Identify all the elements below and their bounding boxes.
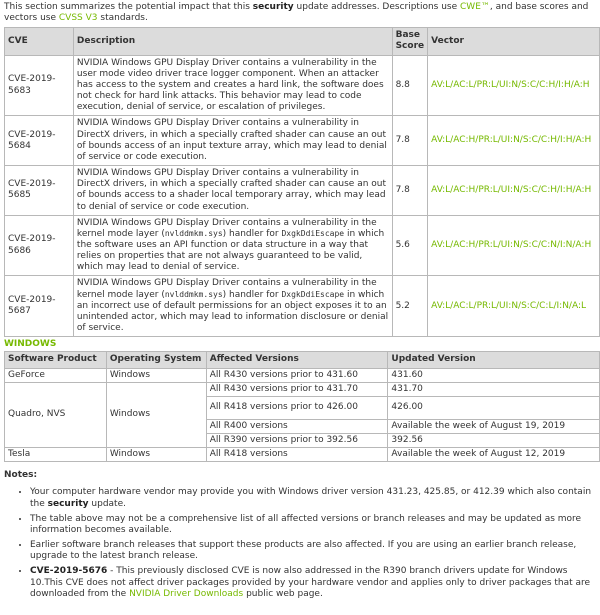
affected-version: All R400 versions: [206, 419, 388, 433]
notes-title: Notes:: [4, 470, 38, 481]
header-software-product: Software Product: [5, 352, 107, 368]
intro-text-3: , and base scores and vectors use: [4, 2, 589, 24]
cve-description: [73, 276, 392, 337]
affected-version: All R430 versions prior to 431.60: [206, 368, 388, 382]
list-item: • The table above may not be a comprehensive list of all affected versions or branch releases and may be updated as more information becomes available.: [30, 514, 596, 536]
list-item: [30, 487, 596, 509]
cve-id: CVE-2019-5687: [5, 276, 74, 337]
cve-score: 5.6: [392, 215, 428, 276]
product-name: GeForce: [5, 368, 107, 382]
affected-version: All R390 versions prior to 392.56: [206, 434, 388, 448]
updated-version: 392.56: [388, 434, 600, 448]
cve-table: [4, 27, 600, 337]
cvss-link[interactable]: CVSS V3: [58, 13, 98, 24]
cve-description: [73, 215, 392, 276]
os-name: Windows: [106, 382, 206, 447]
updated-version: 431.60: [388, 368, 600, 382]
cve-vector: AV:L/AC:L/PR:L/UI:N/S:C/C:L/I:N/A:L: [428, 276, 600, 337]
cve-score: 8.8: [392, 55, 428, 116]
desc-text: ) handler for: [222, 289, 282, 300]
cve-id: CVE-2019-5683: [5, 55, 74, 116]
intro-text-1: This section summarizes the potential impact that this: [4, 2, 253, 12]
note-text: Your computer hardware vendor may provide you with Windows driver version 431.23, 425.85, or 412.39 which also contain the: [30, 487, 592, 509]
cve-description: NVIDIA Windows GPU Display Driver contains a vulnerability in DirectX drivers, in which a specially crafted shader can cause an out of bounds access to a shader local temporary array, which may lead to denial of service or code execution.: [73, 166, 392, 216]
cve-table-header-row: [5, 28, 600, 55]
cve-score: 7.8: [392, 116, 428, 166]
product-name: Tesla: [5, 448, 107, 462]
code-nvlddmkm: nvlddmkm.sys: [164, 228, 223, 238]
note-bold-security: security: [47, 498, 89, 509]
note-text: update.: [88, 498, 126, 509]
intro-text-4: standards.: [97, 13, 148, 24]
header-base-score: Base Score: [392, 28, 428, 55]
header-description: Description: [73, 28, 392, 55]
table-row: [5, 55, 600, 116]
windows-section-heading: WINDOWS: [4, 339, 57, 350]
os-name: Windows: [106, 448, 206, 462]
header-affected-versions: Affected Versions: [206, 352, 388, 368]
header-cve: CVE: [5, 28, 74, 55]
cve-score: 7.8: [392, 166, 428, 216]
desc-text: NVIDIA Windows GPU Display Driver contains a vulnerability in the kernel mode layer (: [76, 217, 377, 239]
affected-version: All R430 versions prior to 431.70: [206, 382, 388, 396]
cve-id: CVE-2019-5684: [5, 116, 74, 166]
product-name: Quadro, NVS: [5, 382, 107, 447]
windows-versions-table: [4, 351, 600, 462]
intro-paragraph: [4, 2, 596, 24]
cve-vector: AV:L/AC:H/PR:L/UI:N/S:C/C:H/I:H/A:H: [428, 166, 600, 216]
desc-text: in which an incorrect use of default permissions for an object exposes it to an unintended actor, which may lead to information disclosure or denial of service.: [76, 289, 389, 334]
code-nvlddmkm: nvlddmkm.sys: [164, 289, 223, 299]
list-item: [30, 566, 596, 599]
header-operating-system: Operating System: [106, 352, 206, 368]
cve-vector: AV:L/AC:H/PR:L/UI:N/S:C/C:N/I:N/A:H: [428, 215, 600, 276]
table-row: [5, 276, 600, 337]
table-row: [5, 116, 600, 166]
os-name: Windows: [106, 368, 206, 382]
desc-text: NVIDIA Windows GPU Display Driver contains a vulnerability in the kernel mode layer (: [76, 278, 377, 300]
cve-vector: AV:L/AC:H/PR:L/UI:N/S:C/C:H/I:H/A:H: [428, 116, 600, 166]
affected-version: All R418 versions prior to 426.00: [206, 396, 388, 419]
desc-text: in which the software uses an API function or data structure in a way that relies on properties that are not always guaranteed to be valid, which may lead to denial of service.: [76, 228, 385, 273]
code-dxgkddiescape: DxgkDdiEscape: [281, 289, 345, 299]
note-text: - This previously disclosed CVE is now also addressed in the R390 branch drivers update for Windows 10.This CVE does not affect driver packages provided by your hardware vendor and applies only to driver packages that are downloaded from the: [30, 566, 591, 599]
code-dxgkddiescape: DxgkDdiEscape: [281, 228, 345, 238]
cwe-link[interactable]: CWE™: [460, 2, 490, 12]
table-row: [5, 215, 600, 276]
nvidia-driver-downloads-link[interactable]: NVIDIA Driver Downloads: [129, 588, 244, 599]
intro-bold-security: security: [252, 2, 294, 12]
versions-table-header-row: [5, 352, 600, 368]
table-row: [5, 382, 600, 396]
updated-version: 426.00: [388, 396, 600, 419]
cve-score: 5.2: [392, 276, 428, 337]
cve-description: NVIDIA Windows GPU Display Driver contains a vulnerability in the user mode video driver trace logger component. When an attacker has access to the system and creates a hard link, the software does not check for hard link attacks. This behavior may lead to code execution, denial of service, or escalation of privileges.: [73, 55, 392, 116]
updated-version: 431.70: [388, 382, 600, 396]
note-text: public web page.: [243, 588, 323, 599]
cve-id: CVE-2019-5685: [5, 166, 74, 216]
intro-text-2: update addresses. Descriptions use: [293, 2, 461, 12]
table-row: [5, 166, 600, 216]
table-row: [5, 448, 600, 462]
updated-version: Available the week of August 19, 2019: [388, 419, 600, 433]
cve-vector: AV:L/AC:L/PR:L/UI:N/S:C/C:H/I:H/A:H: [428, 55, 600, 116]
cve-id: CVE-2019-5686: [5, 215, 74, 276]
cve-description: NVIDIA Windows GPU Display Driver contains a vulnerability in DirectX drivers, in which a specially crafted shader can cause an out of bounds access of an input texture array, which may lead to denial of service or code execution.: [73, 116, 392, 166]
affected-version: All R418 versions: [206, 448, 388, 462]
notes-list: [4, 487, 596, 599]
desc-text: ) handler for: [222, 228, 282, 239]
list-item: • Earlier software branch releases that support these products are also affected. If you are using an earlier branch release, upgrade to the latest branch release.: [30, 540, 596, 562]
table-row: [5, 368, 600, 382]
header-updated-version: Updated Version: [388, 352, 600, 368]
header-vector: Vector: [428, 28, 600, 55]
updated-version: Available the week of August 12, 2019: [388, 448, 600, 462]
note-bold-cve: CVE-2019-5676: [30, 566, 108, 577]
